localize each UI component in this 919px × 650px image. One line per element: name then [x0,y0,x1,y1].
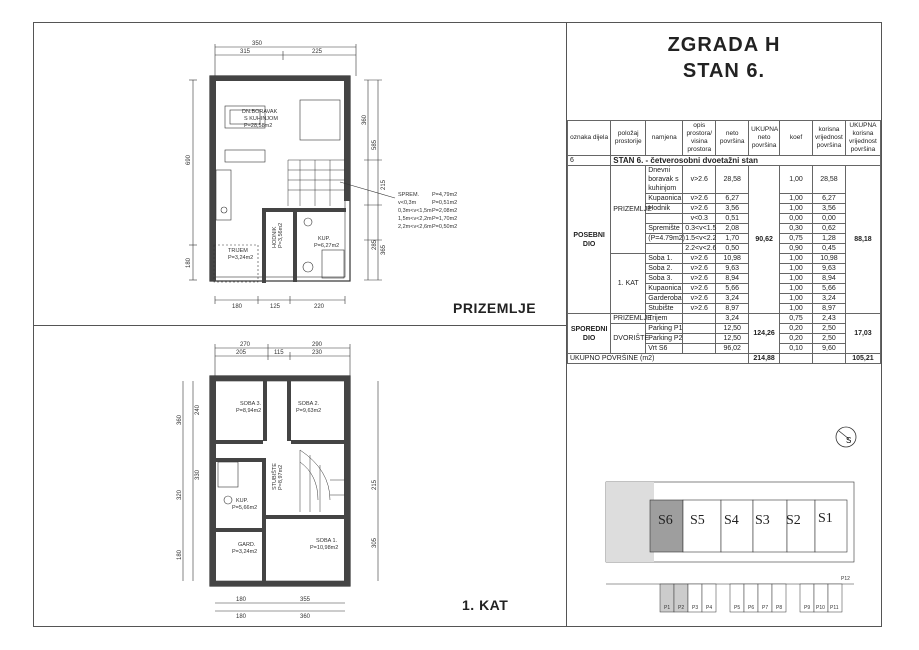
table-row: v<0.3 0,51 0,00 0,00 [568,214,881,224]
table-row: Vrt S6 96,02 0,10 9,60 [568,344,881,354]
parking-p5: P5 [734,605,741,611]
posebni-dio: POSEBNI DIO [568,166,611,314]
th-koef: koef [780,121,813,156]
table-row: (P=4.79m2) 1.5<v<2.2 1,70 0,75 1,28 [568,234,881,244]
site-plan [600,478,850,613]
ground-floor-label: PRIZEMLJE [453,300,537,316]
dim-u-bottom-d: 360 [300,614,311,620]
room-g-boravak: DN.BORAVAK S KUHINJOM P=28,58m2 [242,109,278,129]
th-oznaka: oznaka dijela [568,121,611,156]
dim-u-top-a: 270 [240,342,251,348]
parking-p7: P7 [762,605,769,611]
parking-p4: P4 [706,605,713,611]
dim-g-top-b: 225 [312,49,323,55]
table-row: Hodnik v>2.6 3,56 1,00 3,56 [568,204,881,214]
site-unit-s2: S2 [786,513,801,528]
th-ukupna-korisna: UKUPNA korisna vrijednost površina [845,121,880,156]
table-row: Soba 2. v>2.6 9,63 1,00 9,63 [568,264,881,274]
dim-g-bottom-a: 180 [232,304,243,310]
site-unit-s3: S3 [755,513,770,528]
th-namjena: namjena [646,121,683,156]
building-title: ZGRADA H [667,34,781,56]
compass-letter: S [846,436,852,445]
total-neto: 214,88 [749,354,780,364]
room-u-soba3: SOBA 3. P=8,94m2 [236,401,262,414]
dim-u-left-c: 180 [177,549,183,560]
table-row: Stubište v>2.6 8,97 1,00 8,97 [568,304,881,314]
sporedni-total-kor: 17,03 [845,314,880,354]
th-korisna: korisna vrijednost površina [812,121,845,156]
table-header-row [568,121,881,156]
dim-g-right-d: 285 [372,239,378,250]
dim-u-bottom-c: 180 [236,614,247,620]
upper-floor-label: 1. KAT [462,597,509,613]
dim-u-top-d: 115 [274,350,284,356]
th-opis: opis prostora/ visina prostora [683,121,716,156]
site-unit-s4: S4 [724,513,739,528]
dim-u-left-a: 360 [177,414,183,425]
parking-p3: P3 [692,605,699,611]
dim-u-bottom-b: 355 [300,597,311,603]
room-g-hodnik: HODNIKP=3,56m2 [272,222,284,248]
table-row: Parking P2 12,50 0,20 2,50 [568,334,881,344]
dim-u-left-b: 320 [177,489,183,500]
room-u-kup: KUP. P=5,66m2 [232,498,258,511]
table-row: 1. KAT Soba 1. v>2.6 10,98 1,00 10,98 [568,254,881,264]
room-g-sprem: SPREM. P=4,79m2 v<0,3m P=0,51m2 0,3m<v<1,5mP=2,08m2 1,5m<v<2,2mP=1,70m2 2,2m<v<2,6mP=0,50m2 [398,192,458,230]
parking-p2: P2 [678,605,685,611]
room-u-gard: GARD. P=3,24m2 [232,542,258,555]
dim-u-right-a: 215 [372,479,378,490]
dim-g-total: 350 [252,41,263,47]
parking-p11: P11 [830,605,839,611]
ground-floor-plan [189,44,395,304]
site-unit-s1: S1 [818,511,833,526]
unit-no: 6 [568,156,611,166]
table-row: Garderoba v>2.6 3,24 1,00 3,24 [568,294,881,304]
parking-p12: P12 [841,576,850,582]
site-unit-s6: S6 [658,513,673,528]
unit-title-row [568,156,881,166]
parking-p6: P6 [748,605,755,611]
th-ukupna-neto: UKUPNA neto površina [749,121,780,156]
unit-description: STAN 6. - četverosobni dvoetažni stan [611,156,881,166]
table-row: SPOREDNI DIO PRIZEMLJE Trijem 3,24 124,26 0,75 2,43 17,03 [568,314,881,324]
dim-g-left-b: 180 [186,257,192,268]
dim-g-right-e: 365 [381,244,387,255]
north-arrow-icon [835,425,857,449]
parking-p9: P9 [804,605,811,611]
dim-u-right-b: 305 [372,537,378,548]
table-row: 2.2<v<2.6 0,50 0,90 0,45 [568,244,881,254]
dim-g-right-b: 585 [372,139,378,150]
table-row: Soba 3. v>2.6 8,94 1,00 8,94 [568,274,881,284]
room-g-trijem: TRIJEM P=3,24m2 [228,248,254,261]
pos-dvoriste: DVORIŠTE [611,324,646,354]
table-row: Kupaonica v>2.6 6,27 1,00 6,27 [568,194,881,204]
total-label: UKUPNO POVRŠINE (m2) [568,354,749,364]
pos-kat: 1. KAT [611,254,646,314]
dim-g-top-a: 315 [240,49,251,55]
total-row [568,354,881,364]
th-polozaj: položaj prostorije [611,121,646,156]
dim-u-top-b: 290 [312,342,323,348]
area-table [567,120,881,364]
parking-p10: P10 [816,605,825,611]
total-kor: 105,21 [845,354,880,364]
dim-u-top-c: 205 [236,350,247,356]
room-u-soba1: SOBA 1. P=10,98m2 [310,538,339,551]
dim-g-right-c: 215 [381,179,387,190]
dim-u-bottom-a: 180 [236,597,247,603]
dim-g-left-a: 690 [186,154,192,165]
site-unit-s5: S5 [690,513,705,528]
table-row: Spremište 0.3<v<1.5 2,08 0,30 0,62 [568,224,881,234]
table-row: DVORIŠTE Parking P1 12,50 0,20 2,50 [568,324,881,334]
th-neto: neto površina [716,121,749,156]
sporedni-dio: SPOREDNI DIO [568,314,611,354]
table-row: Kupaonica v>2.6 5,66 1,00 5,66 [568,284,881,294]
unit-title: STAN 6. [682,60,766,82]
room-g-kup: KUP. P=6,27m2 [314,236,340,249]
pos-prizemlje: PRIZEMLJE [611,166,646,254]
parking-p1: P1 [664,605,671,611]
posebni-total-kor: 88,18 [845,166,880,314]
dim-u-mid-a: 240 [195,404,201,415]
dim-u-top-e: 230 [312,350,323,356]
dim-g-bottom-b: 125 [270,304,281,310]
posebni-total-neto: 90,62 [749,166,780,314]
dim-u-mid-b: 330 [195,469,201,480]
sporedni-total-neto: 124,26 [749,314,780,354]
dim-g-right-a: 360 [362,114,368,125]
dim-g-bottom-c: 220 [314,304,325,310]
room-u-stubiste: STUBIŠTEP=8,97m2 [272,463,284,490]
room-u-soba2: SOBA 2. P=9,63m2 [296,401,322,414]
parking-p8: P8 [776,605,783,611]
table-row: POSEBNI DIO PRIZEMLJE Dnevni boravak s kuhinjom v>2.6 28,58 90,62 1,00 28,58 88,18 [568,166,881,194]
